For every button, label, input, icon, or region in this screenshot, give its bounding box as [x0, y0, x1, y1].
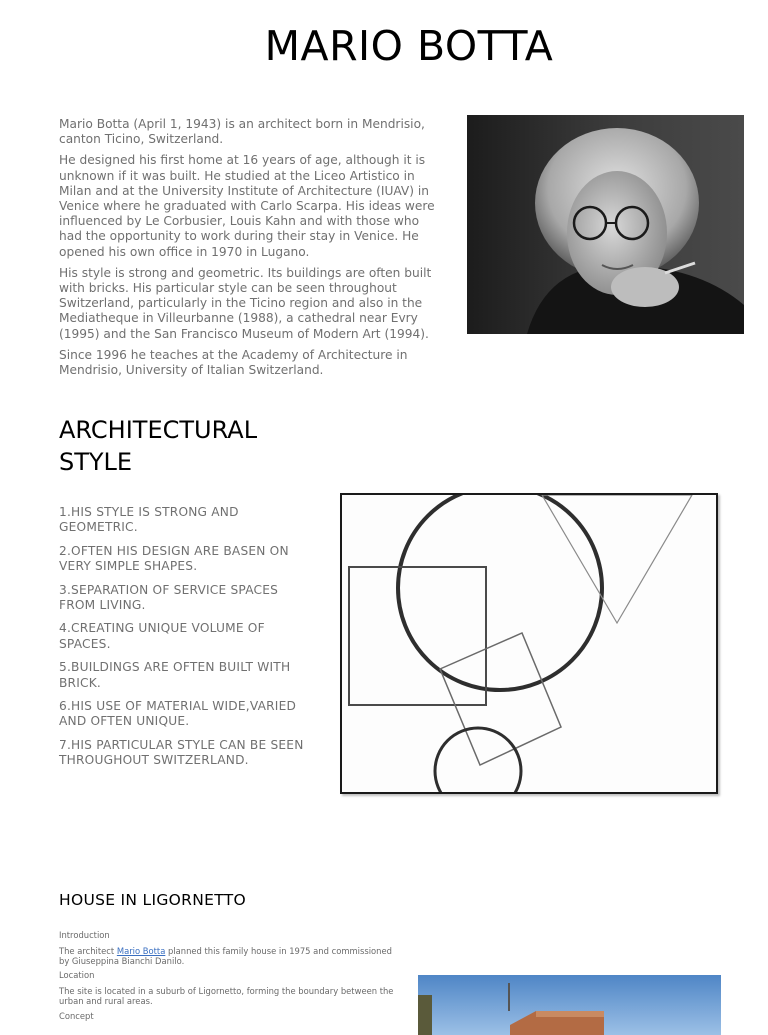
bio-paragraph: His style is strong and geometric. Its buildings are often built with bricks. His particular style can be seen throughout Switzerland, particularly in the Ticino region and also in the Mediatheque in Villeurbanne (1988), a cathedral near Evry (1995) and the San Francisco Museum of Modern Art (1994). [59, 265, 432, 341]
intro-text [59, 946, 399, 967]
geometric-shapes-drawing [342, 495, 716, 792]
list-item: 4.CREATING UNIQUE VOLUME OF SPACES. [59, 621, 265, 651]
page-title: MARIO BOTTA [264, 22, 554, 70]
intro-text-end: planned this family house in 1975 and commissioned by Giuseppina Bianchi Danilo. [59, 946, 392, 967]
heading-line: ARCHITECTURAL [59, 416, 258, 444]
list-item: 3.SEPARATION OF SERVICE SPACES FROM LIVING. [59, 582, 279, 613]
concept-label: Concept [59, 1011, 94, 1021]
portrait-image [467, 115, 744, 334]
house-image [418, 975, 721, 1035]
list-item: 2.OFTEN HIS DESIGN ARE BASEN ON VERY SIMPLE SHAPES. [59, 543, 289, 574]
intro-text-start: The architect [59, 946, 117, 956]
list-item: 7.HIS PARTICULAR STYLE CAN BE SEEN THROUGHOUT SWITZERLAND. [59, 737, 304, 768]
architectural-style-heading [59, 405, 359, 475]
triangle-shape [542, 495, 692, 623]
list-item: 6.HIS USE OF MATERIAL WIDE,VARIED AND OFTEN UNIQUE. [59, 699, 297, 729]
bio-paragraph: Since 1996 he teaches at the Academy of Architecture in Mendrisio, University of Italian Switzerland. [59, 347, 408, 378]
list-item: 1.HIS STYLE IS STRONG AND GEOMETRIC. [59, 505, 239, 535]
location-text: The site is located in a suburb of Ligornetto, forming the boundary between the urban and rural areas. [59, 986, 394, 1007]
style-points-list [59, 505, 309, 777]
house-photo [418, 975, 721, 1035]
rotated-square-shape [440, 633, 561, 765]
large-circle-shape [398, 495, 602, 690]
heading-line: STYLE [59, 448, 133, 475]
bio-paragraph: Mario Botta (April 1, 1943) is an architect born in Mendrisio, canton Ticino, Switzerland. [59, 117, 425, 147]
bio-paragraph: He designed his first home at 16 years of age, although it is unknown if it was built. He studied at the Liceo Artistico in Milan and at the University Institute of Architecture (IUAV) in Venice where he graduated with Carlo Scarpa. His ideas were influenced by Le Corbusier, Louis Kahn and with those who had the opportunity to work during their stay in Venice. He opened his own office in 1970 in Lugano. [59, 153, 435, 259]
portrait-photo [467, 115, 744, 334]
mario-botta-link[interactable]: Mario Botta [116, 946, 166, 956]
intro-label: Introduction [59, 930, 110, 940]
house-heading: HOUSE IN LIGORNETTO [59, 891, 246, 909]
geometric-sketch [340, 493, 718, 794]
location-label: Location [59, 970, 95, 980]
list-item: 5.BUILDINGS ARE OFTEN BUILT WITH BRICK. [59, 660, 291, 690]
biography-text [59, 117, 445, 384]
